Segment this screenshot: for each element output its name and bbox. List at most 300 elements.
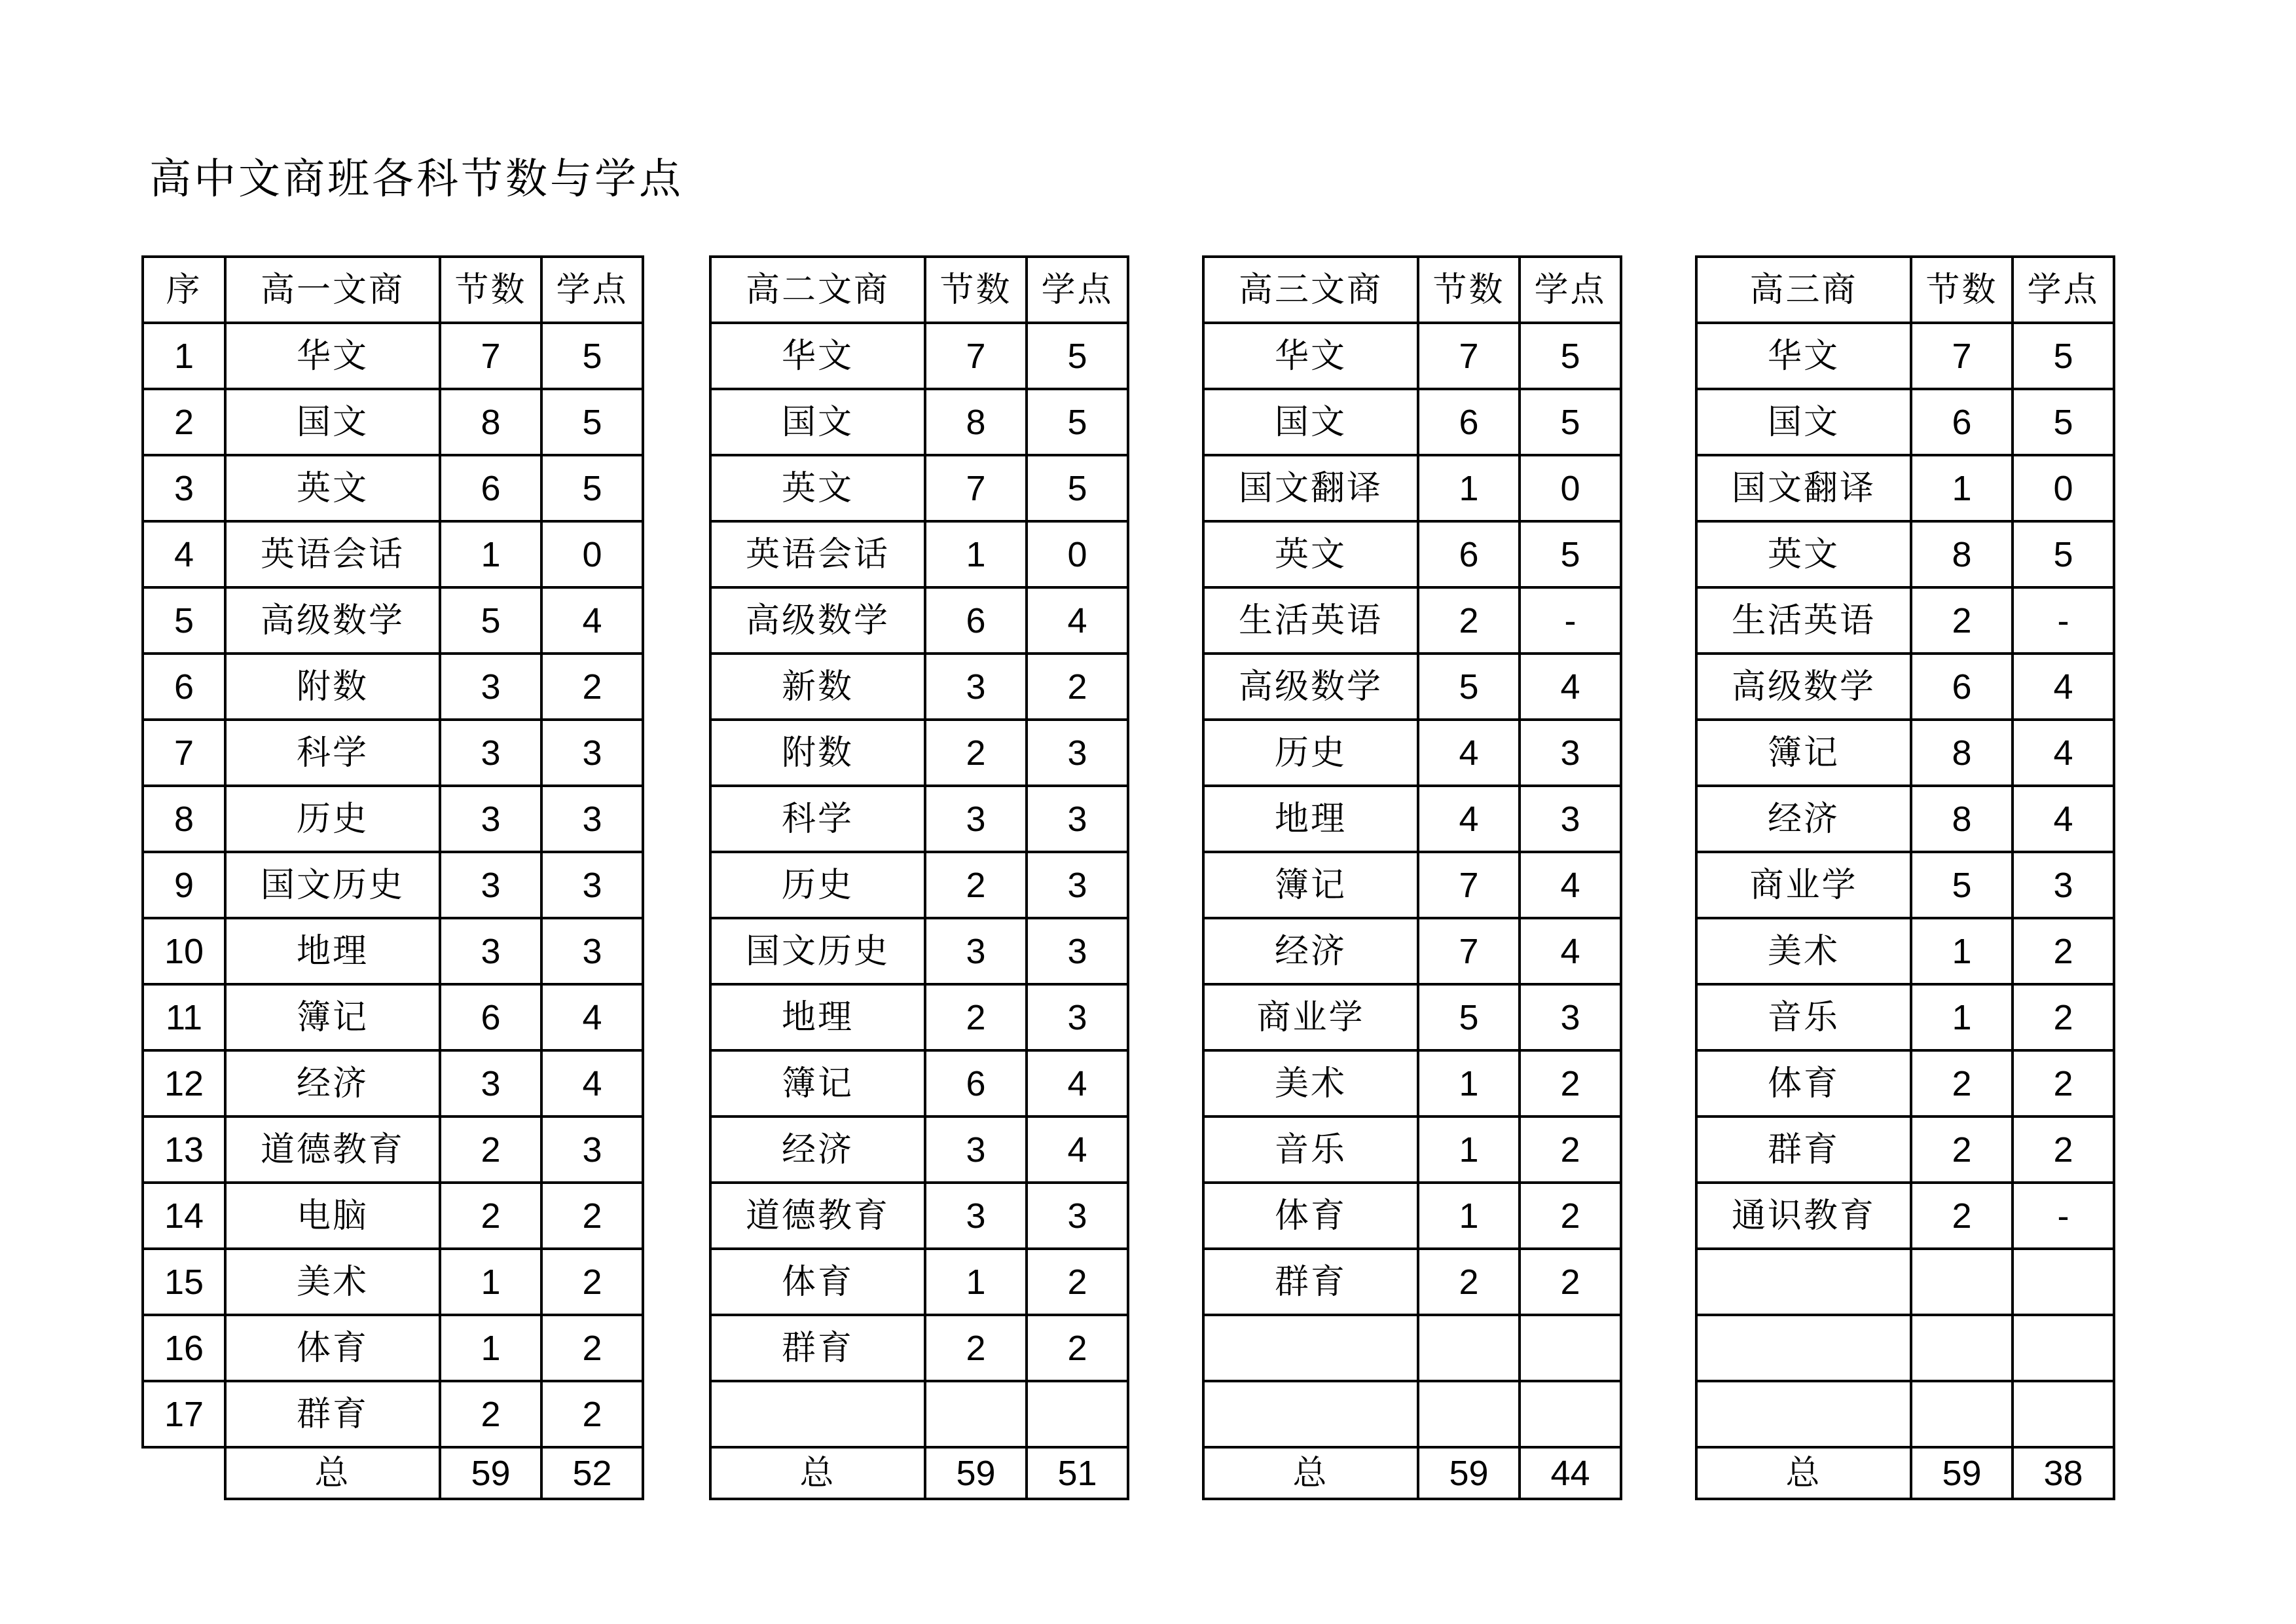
row-periods: 8 bbox=[925, 389, 1027, 455]
row-credits: 2 bbox=[2013, 984, 2114, 1050]
total-credits: 38 bbox=[2013, 1447, 2114, 1499]
table-row bbox=[143, 1249, 643, 1315]
row-seq: 15 bbox=[143, 1249, 225, 1315]
row-subject: 科学 bbox=[710, 786, 925, 852]
row-credits: 5 bbox=[2013, 323, 2114, 389]
row-credits: 2 bbox=[1027, 1315, 1128, 1381]
row-subject: 地理 bbox=[1203, 786, 1418, 852]
row-credits bbox=[1520, 1381, 1621, 1447]
total-label: 总 bbox=[710, 1447, 925, 1499]
row-periods: 2 bbox=[440, 1183, 541, 1249]
total-credits: 51 bbox=[1027, 1447, 1128, 1499]
table-row bbox=[143, 918, 643, 984]
row-credits: 2 bbox=[1520, 1183, 1621, 1249]
row-credits: 3 bbox=[1027, 786, 1128, 852]
row-periods: 6 bbox=[1911, 654, 2013, 720]
row-subject: 商业学 bbox=[1203, 984, 1418, 1050]
header-credits: 学点 bbox=[1520, 257, 1621, 323]
row-periods: 1 bbox=[1418, 1183, 1520, 1249]
row-periods: 5 bbox=[1418, 984, 1520, 1050]
row-subject: 群育 bbox=[1696, 1116, 1911, 1183]
row-subject: 地理 bbox=[710, 984, 925, 1050]
row-subject: 历史 bbox=[225, 786, 440, 852]
table-row bbox=[1203, 918, 1621, 984]
table-row bbox=[143, 654, 643, 720]
table-row bbox=[1696, 1315, 2114, 1381]
table-row bbox=[710, 1116, 1128, 1183]
row-subject: 国文历史 bbox=[225, 852, 440, 918]
total-blank bbox=[143, 1447, 225, 1499]
row-subject: 高级数学 bbox=[1696, 654, 1911, 720]
row-seq: 10 bbox=[143, 918, 225, 984]
row-periods: 7 bbox=[1911, 323, 2013, 389]
row-credits: 0 bbox=[1027, 521, 1128, 587]
row-subject: 华文 bbox=[225, 323, 440, 389]
table-row bbox=[710, 852, 1128, 918]
row-seq: 16 bbox=[143, 1315, 225, 1381]
table-row bbox=[710, 1249, 1128, 1315]
row-periods: 7 bbox=[440, 323, 541, 389]
row-subject: 国文历史 bbox=[710, 918, 925, 984]
row-periods: 6 bbox=[440, 455, 541, 521]
table-total-row bbox=[710, 1447, 1128, 1499]
row-credits: 2 bbox=[1027, 1249, 1128, 1315]
total-label: 总 bbox=[225, 1447, 440, 1499]
row-credits: 2 bbox=[2013, 1116, 2114, 1183]
row-periods: 1 bbox=[1911, 984, 2013, 1050]
row-subject: 国文 bbox=[710, 389, 925, 455]
row-periods: 2 bbox=[440, 1381, 541, 1447]
row-credits: 5 bbox=[1027, 389, 1128, 455]
table-row bbox=[710, 786, 1128, 852]
row-credits: 5 bbox=[2013, 389, 2114, 455]
row-subject: 高级数学 bbox=[1203, 654, 1418, 720]
row-subject: 华文 bbox=[710, 323, 925, 389]
row-periods: 2 bbox=[925, 852, 1027, 918]
row-subject: 美术 bbox=[225, 1249, 440, 1315]
row-seq: 5 bbox=[143, 587, 225, 654]
row-periods: 2 bbox=[1418, 587, 1520, 654]
row-periods: 3 bbox=[440, 918, 541, 984]
table-row bbox=[1203, 984, 1621, 1050]
row-periods: 8 bbox=[440, 389, 541, 455]
table-row bbox=[1203, 852, 1621, 918]
table-row bbox=[710, 654, 1128, 720]
table-row bbox=[143, 1050, 643, 1116]
row-periods: 1 bbox=[925, 521, 1027, 587]
row-subject: 群育 bbox=[225, 1381, 440, 1447]
row-subject: 经济 bbox=[710, 1116, 925, 1183]
row-subject: 附数 bbox=[710, 720, 925, 786]
row-periods: 7 bbox=[925, 323, 1027, 389]
table-row bbox=[143, 521, 643, 587]
row-periods: 1 bbox=[1911, 455, 2013, 521]
row-credits: 4 bbox=[1027, 1116, 1128, 1183]
row-periods: 7 bbox=[925, 455, 1027, 521]
header-periods: 节数 bbox=[925, 257, 1027, 323]
row-credits: 0 bbox=[541, 521, 643, 587]
table-form2-arts-commerce bbox=[709, 255, 1129, 1500]
row-periods: 2 bbox=[925, 984, 1027, 1050]
table-row bbox=[1696, 1183, 2114, 1249]
table-form3-arts-commerce bbox=[1202, 255, 1622, 1500]
total-credits: 52 bbox=[541, 1447, 643, 1499]
row-credits: 5 bbox=[541, 323, 643, 389]
row-subject bbox=[1203, 1315, 1418, 1381]
row-credits bbox=[2013, 1249, 2114, 1315]
row-credits: 5 bbox=[1027, 455, 1128, 521]
row-periods: 8 bbox=[1911, 720, 2013, 786]
row-subject bbox=[710, 1381, 925, 1447]
total-label: 总 bbox=[1696, 1447, 1911, 1499]
row-subject: 英文 bbox=[710, 455, 925, 521]
total-periods: 59 bbox=[1418, 1447, 1520, 1499]
row-credits: 0 bbox=[2013, 455, 2114, 521]
row-subject: 簿记 bbox=[225, 984, 440, 1050]
table-row bbox=[1203, 654, 1621, 720]
row-credits: 4 bbox=[2013, 720, 2114, 786]
table-row bbox=[710, 323, 1128, 389]
row-credits: 2 bbox=[541, 1315, 643, 1381]
row-credits: 4 bbox=[1520, 654, 1621, 720]
table-row bbox=[1696, 984, 2114, 1050]
table-total-row bbox=[143, 1447, 643, 1499]
row-subject: 经济 bbox=[1203, 918, 1418, 984]
row-subject bbox=[1696, 1249, 1911, 1315]
table-row bbox=[1203, 1116, 1621, 1183]
row-seq: 11 bbox=[143, 984, 225, 1050]
row-periods: 2 bbox=[1911, 587, 2013, 654]
row-credits: 3 bbox=[1027, 984, 1128, 1050]
row-periods: 2 bbox=[1911, 1183, 2013, 1249]
row-credits: 4 bbox=[541, 984, 643, 1050]
table-row bbox=[1696, 1249, 2114, 1315]
row-subject: 英文 bbox=[225, 455, 440, 521]
row-credits: 5 bbox=[1520, 323, 1621, 389]
row-subject: 体育 bbox=[1203, 1183, 1418, 1249]
row-subject: 体育 bbox=[710, 1249, 925, 1315]
table-row bbox=[710, 1315, 1128, 1381]
row-credits: 3 bbox=[1027, 720, 1128, 786]
row-periods: 2 bbox=[440, 1116, 541, 1183]
row-seq: 6 bbox=[143, 654, 225, 720]
row-subject bbox=[1696, 1381, 1911, 1447]
total-periods: 59 bbox=[1911, 1447, 2013, 1499]
row-subject: 簿记 bbox=[710, 1050, 925, 1116]
row-periods: 7 bbox=[1418, 918, 1520, 984]
table-row bbox=[1203, 1183, 1621, 1249]
row-credits: 3 bbox=[1027, 1183, 1128, 1249]
table-row bbox=[710, 587, 1128, 654]
row-subject: 音乐 bbox=[1696, 984, 1911, 1050]
table-row bbox=[143, 1116, 643, 1183]
row-subject bbox=[1696, 1315, 1911, 1381]
header-class-name: 高二文商 bbox=[710, 257, 925, 323]
row-periods bbox=[1911, 1249, 2013, 1315]
table-row bbox=[710, 984, 1128, 1050]
row-credits: 3 bbox=[1520, 984, 1621, 1050]
table-row bbox=[710, 455, 1128, 521]
table-row bbox=[143, 323, 643, 389]
row-subject: 科学 bbox=[225, 720, 440, 786]
row-credits: 4 bbox=[1027, 587, 1128, 654]
table-row bbox=[143, 852, 643, 918]
row-periods: 7 bbox=[1418, 852, 1520, 918]
row-periods: 6 bbox=[925, 587, 1027, 654]
row-credits: 0 bbox=[1520, 455, 1621, 521]
row-credits bbox=[2013, 1315, 2114, 1381]
row-credits: 4 bbox=[1027, 1050, 1128, 1116]
row-subject: 通识教育 bbox=[1696, 1183, 1911, 1249]
table-row bbox=[1696, 654, 2114, 720]
row-subject: 华文 bbox=[1203, 323, 1418, 389]
row-periods: 3 bbox=[925, 918, 1027, 984]
header-periods: 节数 bbox=[1911, 257, 2013, 323]
row-subject: 高级数学 bbox=[225, 587, 440, 654]
table-row bbox=[1696, 918, 2114, 984]
row-credits: 5 bbox=[541, 455, 643, 521]
row-periods: 5 bbox=[1911, 852, 2013, 918]
row-credits: 2 bbox=[2013, 918, 2114, 984]
row-subject: 国文翻译 bbox=[1203, 455, 1418, 521]
row-seq: 13 bbox=[143, 1116, 225, 1183]
row-subject: 历史 bbox=[1203, 720, 1418, 786]
row-subject: 地理 bbox=[225, 918, 440, 984]
table-total-row bbox=[1696, 1447, 2114, 1499]
row-subject: 经济 bbox=[1696, 786, 1911, 852]
row-periods: 7 bbox=[1418, 323, 1520, 389]
row-seq: 2 bbox=[143, 389, 225, 455]
row-seq: 3 bbox=[143, 455, 225, 521]
total-credits: 44 bbox=[1520, 1447, 1621, 1499]
row-periods: 4 bbox=[1418, 720, 1520, 786]
row-subject: 国文翻译 bbox=[1696, 455, 1911, 521]
header-credits: 学点 bbox=[1027, 257, 1128, 323]
row-periods bbox=[1911, 1315, 2013, 1381]
row-credits: 5 bbox=[2013, 521, 2114, 587]
row-credits: 5 bbox=[1520, 521, 1621, 587]
row-periods bbox=[1418, 1315, 1520, 1381]
row-seq: 17 bbox=[143, 1381, 225, 1447]
row-credits: 5 bbox=[541, 389, 643, 455]
row-subject bbox=[1203, 1381, 1418, 1447]
row-periods: 3 bbox=[925, 1183, 1027, 1249]
row-subject: 新数 bbox=[710, 654, 925, 720]
table-row bbox=[1696, 521, 2114, 587]
row-periods: 5 bbox=[1418, 654, 1520, 720]
row-subject: 英文 bbox=[1203, 521, 1418, 587]
table-row bbox=[710, 521, 1128, 587]
row-credits: 4 bbox=[2013, 786, 2114, 852]
row-periods: 2 bbox=[1911, 1116, 2013, 1183]
table-form3-commerce bbox=[1695, 255, 2115, 1500]
header-credits: 学点 bbox=[541, 257, 643, 323]
table-row bbox=[143, 984, 643, 1050]
row-subject: 高级数学 bbox=[710, 587, 925, 654]
row-credits: 2 bbox=[1520, 1249, 1621, 1315]
row-credits: 2 bbox=[1520, 1050, 1621, 1116]
table-row bbox=[143, 1315, 643, 1381]
table-row bbox=[143, 786, 643, 852]
row-seq: 4 bbox=[143, 521, 225, 587]
table-row bbox=[143, 587, 643, 654]
table-total-row bbox=[1203, 1447, 1621, 1499]
row-periods: 3 bbox=[925, 654, 1027, 720]
table-row bbox=[1203, 587, 1621, 654]
row-subject: 附数 bbox=[225, 654, 440, 720]
row-seq: 9 bbox=[143, 852, 225, 918]
row-subject: 国文 bbox=[1696, 389, 1911, 455]
total-periods: 59 bbox=[440, 1447, 541, 1499]
row-periods: 4 bbox=[1418, 786, 1520, 852]
row-periods: 1 bbox=[1418, 455, 1520, 521]
row-periods: 8 bbox=[1911, 521, 2013, 587]
row-credits bbox=[2013, 1381, 2114, 1447]
table-row bbox=[143, 1381, 643, 1447]
row-subject: 英语会话 bbox=[710, 521, 925, 587]
table-row bbox=[1696, 587, 2114, 654]
row-periods: 3 bbox=[440, 1050, 541, 1116]
row-credits: 4 bbox=[1520, 852, 1621, 918]
row-subject: 道德教育 bbox=[225, 1116, 440, 1183]
total-label: 总 bbox=[1203, 1447, 1418, 1499]
row-credits: 2 bbox=[1520, 1116, 1621, 1183]
table-row bbox=[143, 389, 643, 455]
row-periods: 3 bbox=[440, 654, 541, 720]
row-periods: 3 bbox=[925, 1116, 1027, 1183]
row-subject: 体育 bbox=[225, 1315, 440, 1381]
row-subject: 簿记 bbox=[1696, 720, 1911, 786]
table-header-row bbox=[143, 257, 643, 323]
row-periods: 3 bbox=[440, 786, 541, 852]
row-credits: 2 bbox=[2013, 1050, 2114, 1116]
table-row bbox=[1203, 786, 1621, 852]
row-credits: - bbox=[2013, 587, 2114, 654]
row-credits: - bbox=[1520, 587, 1621, 654]
row-credits: 4 bbox=[541, 1050, 643, 1116]
row-subject: 英文 bbox=[1696, 521, 1911, 587]
row-subject: 体育 bbox=[1696, 1050, 1911, 1116]
row-credits: 2 bbox=[541, 1249, 643, 1315]
row-credits: 4 bbox=[2013, 654, 2114, 720]
row-periods: 6 bbox=[1911, 389, 2013, 455]
row-subject: 历史 bbox=[710, 852, 925, 918]
table-row bbox=[710, 720, 1128, 786]
row-subject: 道德教育 bbox=[710, 1183, 925, 1249]
row-credits: 5 bbox=[1027, 323, 1128, 389]
row-credits: 4 bbox=[1520, 918, 1621, 984]
row-credits: 3 bbox=[1027, 852, 1128, 918]
header-credits: 学点 bbox=[2013, 257, 2114, 323]
row-subject: 美术 bbox=[1203, 1050, 1418, 1116]
table-row bbox=[143, 455, 643, 521]
row-periods: 2 bbox=[1911, 1050, 2013, 1116]
table-row bbox=[1696, 1116, 2114, 1183]
table-row bbox=[1696, 720, 2114, 786]
table-form1-arts-commerce bbox=[141, 255, 644, 1500]
row-subject: 生活英语 bbox=[1203, 587, 1418, 654]
row-credits: 3 bbox=[541, 1116, 643, 1183]
row-periods: 6 bbox=[1418, 521, 1520, 587]
row-credits: 2 bbox=[1027, 654, 1128, 720]
row-seq: 12 bbox=[143, 1050, 225, 1116]
header-periods: 节数 bbox=[1418, 257, 1520, 323]
row-periods: 1 bbox=[1418, 1116, 1520, 1183]
row-periods: 6 bbox=[440, 984, 541, 1050]
row-periods: 1 bbox=[440, 1249, 541, 1315]
table-row bbox=[1203, 521, 1621, 587]
row-credits: 2 bbox=[541, 1381, 643, 1447]
table-row bbox=[1203, 1050, 1621, 1116]
row-subject: 国文 bbox=[225, 389, 440, 455]
row-subject: 经济 bbox=[225, 1050, 440, 1116]
table-row bbox=[1203, 1381, 1621, 1447]
row-seq: 1 bbox=[143, 323, 225, 389]
row-subject: 电脑 bbox=[225, 1183, 440, 1249]
row-credits: 3 bbox=[541, 852, 643, 918]
row-periods bbox=[925, 1381, 1027, 1447]
row-credits: 3 bbox=[1520, 786, 1621, 852]
row-credits: 3 bbox=[1520, 720, 1621, 786]
table-header-row bbox=[1696, 257, 2114, 323]
row-subject: 英语会话 bbox=[225, 521, 440, 587]
table-row bbox=[710, 1381, 1128, 1447]
row-credits: 3 bbox=[541, 720, 643, 786]
row-periods: 1 bbox=[440, 1315, 541, 1381]
table-row bbox=[710, 389, 1128, 455]
table-row bbox=[1696, 389, 2114, 455]
table-row bbox=[1203, 720, 1621, 786]
table-row bbox=[1696, 852, 2114, 918]
table-row bbox=[1696, 455, 2114, 521]
table-row bbox=[1203, 1315, 1621, 1381]
row-credits: - bbox=[2013, 1183, 2114, 1249]
row-subject: 簿记 bbox=[1203, 852, 1418, 918]
row-periods: 1 bbox=[1911, 918, 2013, 984]
page-title: 高中文商班各科节数与学点 bbox=[149, 155, 683, 204]
table-row bbox=[710, 1050, 1128, 1116]
row-periods: 6 bbox=[925, 1050, 1027, 1116]
table-header-row bbox=[1203, 257, 1621, 323]
row-periods bbox=[1418, 1381, 1520, 1447]
table-row bbox=[1203, 1249, 1621, 1315]
header-periods: 节数 bbox=[440, 257, 541, 323]
table-row bbox=[1696, 323, 2114, 389]
table-row bbox=[143, 720, 643, 786]
table-header-row bbox=[710, 257, 1128, 323]
row-periods: 1 bbox=[1418, 1050, 1520, 1116]
row-credits: 3 bbox=[2013, 852, 2114, 918]
row-credits: 2 bbox=[541, 1183, 643, 1249]
row-subject: 群育 bbox=[710, 1315, 925, 1381]
row-credits: 3 bbox=[541, 786, 643, 852]
row-periods: 3 bbox=[440, 852, 541, 918]
table-row bbox=[1203, 455, 1621, 521]
row-seq: 8 bbox=[143, 786, 225, 852]
row-credits bbox=[1027, 1381, 1128, 1447]
table-row bbox=[710, 1183, 1128, 1249]
row-periods: 2 bbox=[925, 1315, 1027, 1381]
table-row bbox=[1203, 389, 1621, 455]
row-periods: 3 bbox=[440, 720, 541, 786]
table-row bbox=[1696, 786, 2114, 852]
table-row bbox=[1203, 323, 1621, 389]
header-class-name: 高一文商 bbox=[225, 257, 440, 323]
row-credits: 4 bbox=[541, 587, 643, 654]
row-subject: 美术 bbox=[1696, 918, 1911, 984]
row-credits: 5 bbox=[1520, 389, 1621, 455]
row-credits bbox=[1520, 1315, 1621, 1381]
